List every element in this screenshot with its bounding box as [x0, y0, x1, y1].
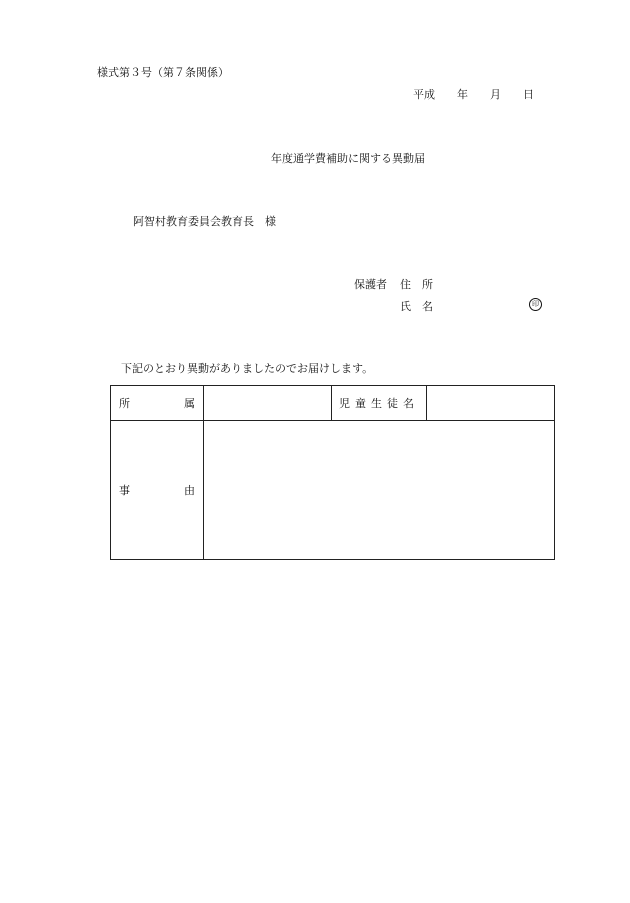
affiliation-label-cell: [111, 386, 204, 421]
form-table: [110, 385, 555, 560]
reason-label-cell: [111, 421, 204, 560]
name-label: 氏 名: [400, 300, 433, 313]
student-name-label: 児童生徒名: [332, 386, 427, 421]
seal-mark: 印: [529, 298, 542, 311]
form-number: 様式第３号（第７条関係）: [97, 66, 229, 79]
guardian-label: 保護者: [354, 278, 387, 291]
reason-label-part: 事: [119, 484, 130, 497]
recipient: 阿智村教育委員会教育長 様: [133, 215, 276, 228]
reason-label-part: 由: [184, 484, 195, 497]
reason-field[interactable]: [204, 421, 555, 560]
affiliation-label-part: 所: [119, 397, 130, 410]
student-name-field[interactable]: [427, 386, 555, 421]
table-row: [111, 386, 555, 421]
date-line: 平成 年 月 日: [413, 88, 534, 101]
affiliation-field[interactable]: [204, 386, 332, 421]
document-title: 年度通学費補助に関する異動届: [271, 152, 425, 165]
affiliation-label-part: 属: [184, 397, 195, 410]
address-label: 住 所: [400, 278, 433, 291]
intro-text: 下記のとおり異動がありましたのでお届けします。: [121, 362, 374, 375]
table-row: [111, 421, 555, 560]
